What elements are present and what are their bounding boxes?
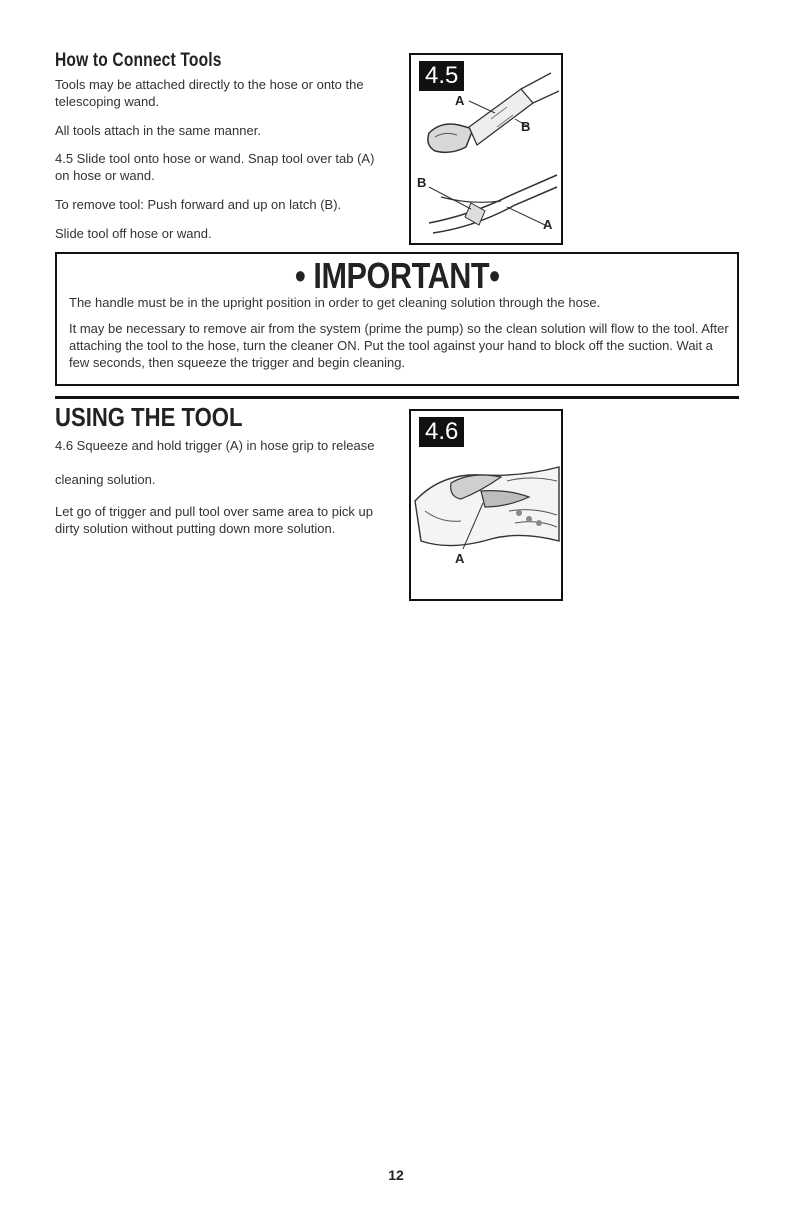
important-paragraph: The handle must be in the upright position in order to get cleaning solution through the hose. bbox=[69, 295, 601, 310]
important-paragraph: It may be necessary to remove air from the system (prime the pump) so the clean solution will flow to the tool. After attaching the tool to the hose, turn the cleaner ON. Put the tool against your hand to block off the suction. Wait a few seconds, then squeeze the trigger and begin cleaning. bbox=[69, 321, 729, 370]
paragraph: To remove tool: Push forward and up on latch (B). bbox=[55, 197, 342, 212]
paragraph: Tools may be attached directly to the hose or onto the telescoping wand. bbox=[55, 77, 364, 109]
callout-label-a: A bbox=[455, 551, 465, 566]
callout-label-b: B bbox=[521, 119, 531, 134]
paragraph: Let go of trigger and pull tool over same area to pick up dirty solution without putting down more solution. bbox=[55, 504, 373, 536]
paragraph: All tools attach in the same manner. bbox=[55, 123, 261, 138]
paragraph: cleaning solution. bbox=[55, 472, 156, 487]
figure-4-6 bbox=[409, 409, 563, 601]
section-title-using-tool: USING THE TOOL bbox=[55, 402, 243, 432]
figure-4-5 bbox=[409, 53, 563, 245]
figure-badge: 4.6 bbox=[419, 417, 464, 447]
paragraph: Slide tool off hose or wand. bbox=[55, 226, 212, 241]
section-divider bbox=[55, 396, 739, 399]
section-title-connect-tools: How to Connect Tools bbox=[55, 50, 222, 71]
paragraph: 4.5 Slide tool onto hose or wand. Snap tool over tab (A) on hose or wand. bbox=[55, 151, 375, 183]
page-number: 12 bbox=[388, 1167, 404, 1183]
important-notice bbox=[55, 252, 739, 386]
figure-badge: 4.5 bbox=[419, 61, 464, 91]
important-heading bbox=[57, 256, 737, 296]
callout-label-b: B bbox=[417, 175, 427, 190]
important-heading-text: • IMPORTANT• bbox=[294, 255, 500, 296]
callout-label-a: A bbox=[455, 93, 465, 108]
paragraph: 4.6 Squeeze and hold trigger (A) in hose grip to release bbox=[55, 438, 375, 453]
callout-label-a: A bbox=[543, 217, 553, 232]
